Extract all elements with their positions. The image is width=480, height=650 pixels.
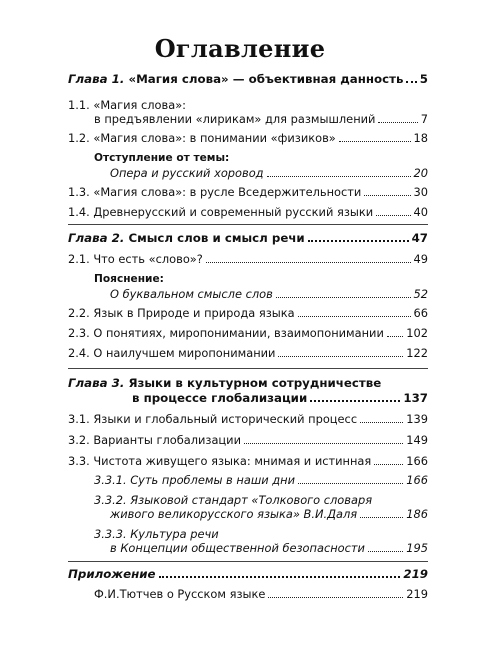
toc-section-1-2[interactable]: 1.2. «Магия слова»: в понимании «физиков» 18 — [68, 131, 428, 145]
dot-leader — [276, 297, 411, 298]
page-number: 30 — [413, 185, 428, 199]
chapter-title: Языки в культурном сотрудничестве — [124, 376, 382, 390]
page-number: 52 — [413, 287, 428, 301]
dot-leader — [378, 122, 417, 123]
dot-leader — [298, 483, 403, 484]
toc-appendix-item[interactable]: Ф.И.Тютчев о Русском языке 219 — [94, 587, 428, 601]
toc-section-1-4[interactable]: 1.4. Древнерусский и современный русский языки 40 — [68, 205, 428, 219]
toc-subsection-3-3-1[interactable]: 3.3.1. Суть проблемы в наши дни 166 — [94, 473, 428, 487]
chapter-number: Глава 2. — [68, 231, 125, 245]
dot-leader — [374, 464, 403, 465]
dot-leader — [206, 262, 411, 263]
dot-leader — [268, 597, 403, 598]
toc-section-2-1[interactable]: 2.1. Что есть «слово»? 49 — [68, 252, 428, 266]
toc-chapter-3-line1[interactable] — [68, 376, 381, 390]
toc-subsection-3-3-2[interactable]: живого великорусского языка» В.И.Даля 186 — [110, 507, 428, 521]
toc-section-2-2[interactable]: 2.2. Язык в Природе и природа языка 66 — [68, 306, 428, 320]
page-number: 166 — [406, 473, 428, 487]
page-number: 166 — [406, 454, 428, 468]
page-number: 47 — [411, 231, 428, 245]
page-number: 5 — [419, 72, 428, 86]
dot-leader — [406, 81, 416, 83]
section-divider — [68, 368, 428, 369]
page-number: 149 — [406, 433, 428, 447]
toc-chapter-2[interactable] — [68, 231, 428, 245]
toc-section-1-1-line1[interactable]: 1.1. «Магия слова»: — [68, 98, 187, 112]
toc-subsection-3-3-3-line1[interactable]: 3.3.3. Культура речи — [94, 527, 219, 541]
dot-leader — [364, 195, 410, 196]
page-number: 195 — [406, 541, 428, 555]
toc-chapter-3[interactable]: в процессе глобализации 137 — [132, 391, 428, 405]
page-number: 137 — [403, 391, 428, 405]
chapter-title: «Магия слова» — объективная данность — [124, 72, 404, 86]
page-number: 49 — [413, 252, 428, 266]
page-number: 186 — [406, 507, 428, 521]
toc-section-1-1[interactable]: в предъявлении «лирикам» для размышлений 7 — [94, 112, 428, 126]
page-number: 7 — [420, 112, 428, 126]
dot-leader — [278, 356, 403, 357]
toc-digression-1[interactable]: Опера и русский хоровод 20 — [110, 166, 428, 180]
page-number: 122 — [406, 346, 428, 360]
dot-leader — [159, 576, 401, 578]
toc-subsection-3-3-3[interactable]: в Концепции общественной безопасности 195 — [110, 541, 428, 555]
dot-leader — [376, 215, 410, 216]
section-divider — [68, 224, 428, 225]
toc-appendix[interactable]: Приложение 219 — [68, 567, 428, 581]
dot-leader — [298, 316, 411, 317]
toc-section-3-2[interactable]: 3.2. Варианты глобализации 149 — [68, 433, 428, 447]
chapter-title: Смысл слов и смысл речи — [124, 231, 305, 245]
chapter-number: Глава 1. — [68, 72, 125, 86]
dot-leader — [310, 400, 400, 402]
page-number: 18 — [413, 131, 428, 145]
toc-section-3-3[interactable]: 3.3. Чистота живущего языка: мнимая и истинная 166 — [68, 454, 428, 468]
toc-note-2[interactable]: О буквальном смысле слов 52 — [110, 287, 428, 301]
dot-leader — [387, 336, 403, 337]
chapter-number: Глава 3. — [68, 376, 125, 390]
note-label: Пояснение: — [94, 273, 164, 285]
page-number: 66 — [413, 306, 428, 320]
section-divider — [68, 561, 428, 562]
dot-leader — [368, 551, 403, 552]
toc-section-2-4[interactable]: 2.4. О наилучшем миропонимании 122 — [68, 346, 428, 360]
page-number: 139 — [406, 412, 428, 426]
toc-subsection-3-3-2-line1[interactable]: 3.3.2. Языковой стандарт «Толкового словаря — [94, 493, 373, 507]
toc-section-2-3[interactable]: 2.3. О понятиях, миропонимании, взаимопонимании 102 — [68, 326, 428, 340]
page-number: 102 — [406, 326, 428, 340]
toc-section-3-1[interactable]: 3.1. Языки и глобальный исторический процесс 139 — [68, 412, 428, 426]
page-number: 20 — [413, 166, 428, 180]
dot-leader — [267, 176, 411, 177]
toc-section-1-3[interactable]: 1.3. «Магия слова»: в русле Вседержительности 30 — [68, 185, 428, 199]
toc-title: Оглавление — [154, 34, 326, 63]
dot-leader — [244, 443, 403, 444]
page-number: 40 — [413, 205, 428, 219]
page-number: 219 — [403, 567, 428, 581]
dot-leader — [339, 141, 411, 142]
dot-leader — [360, 422, 403, 423]
digression-label: Отступление от темы: — [94, 152, 230, 164]
dot-leader — [360, 517, 403, 518]
page-number: 219 — [406, 587, 428, 601]
dot-leader — [308, 240, 409, 242]
toc-chapter-1[interactable] — [68, 72, 428, 86]
